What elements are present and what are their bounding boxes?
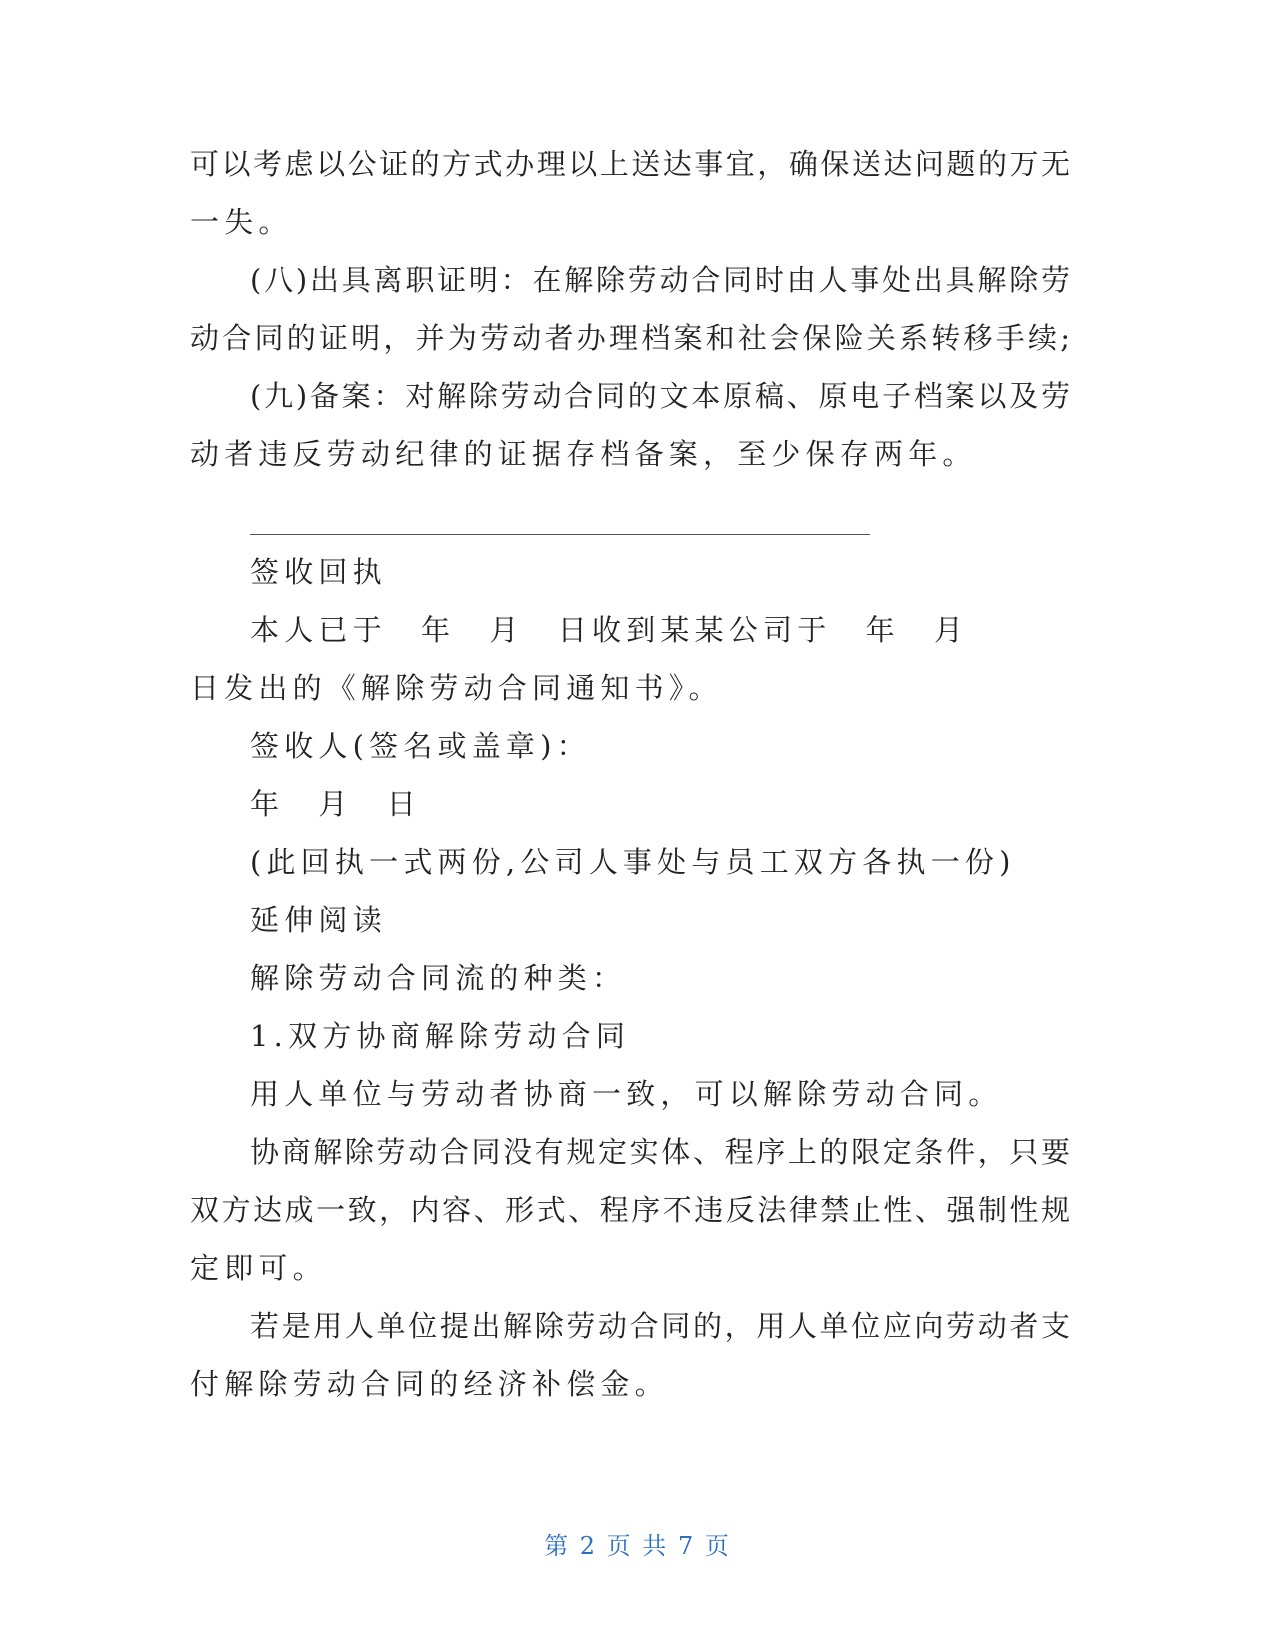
paragraph-line: 定即可。 (190, 1251, 327, 1285)
paragraph-line: 签收人(签名或盖章)： (250, 729, 591, 763)
receipt-heading: 签收回执 (250, 555, 387, 589)
paragraph-line: 可以考虑以公证的方式办理以上送达事宜，确保送达问题的万无 (190, 147, 1070, 181)
paragraph-line: 一失。 (190, 205, 293, 239)
paragraph-line: 年 月 日 (250, 787, 422, 821)
section-divider (250, 534, 870, 535)
section-heading: 延伸阅读 (250, 903, 387, 937)
paragraph-line: (八)出具离职证明：在解除劳动合同时由人事处出具解除劳 (250, 263, 1070, 297)
paragraph-line: 若是用人单位提出解除劳动合同的，用人单位应向劳动者支 (250, 1309, 1070, 1343)
paragraph-line: 用人单位与劳动者协商一致，可以解除劳动合同。 (250, 1077, 1003, 1111)
paragraph-line: 付解除劳动合同的经济补偿金。 (190, 1367, 669, 1401)
paragraph-line: 日发出的《解除劳动合同通知书》。 (190, 671, 723, 705)
page-number: 第 2 页 共 7 页 (544, 1532, 731, 1560)
paragraph-line: 动合同的证明，并为劳动者办理档案和社会保险关系转移手续; (190, 321, 1070, 355)
paragraph-line: 解除劳动合同流的种类： (250, 961, 627, 995)
paragraph-line: 1.双方协商解除劳动合同 (250, 1019, 631, 1053)
paragraph-line: 双方达成一致，内容、形式、程序不违反法律禁止性、强制性规 (190, 1193, 1070, 1227)
paragraph-line: 本人已于 年 月 日收到某某公司于 年 月 (250, 613, 969, 647)
paragraph-line: (此回执一式两份,公司人事处与员工双方各执一份) (250, 845, 1016, 879)
paragraph-line: 动者违反劳动纪律的证据存档备案，至少保存两年。 (190, 437, 977, 471)
paragraph-line: 协商解除劳动合同没有规定实体、程序上的限定条件，只要 (250, 1135, 1070, 1169)
paragraph-line: (九)备案：对解除劳动合同的文本原稿、原电子档案以及劳 (250, 379, 1070, 413)
